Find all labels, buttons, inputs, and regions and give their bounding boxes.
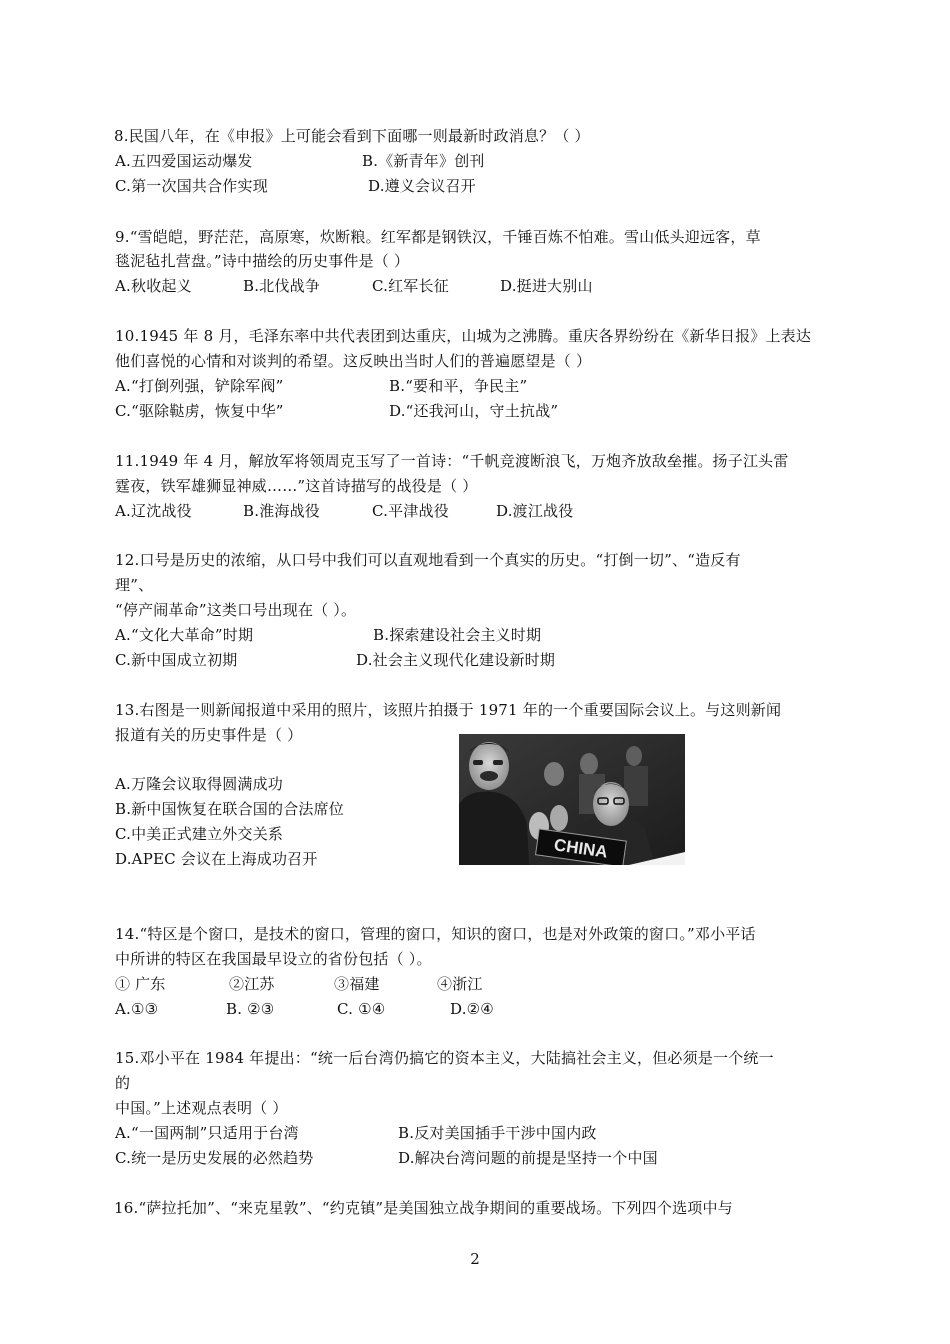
q15-option-c: C.统一是历史发展的必然趋势	[115, 1149, 314, 1167]
q9-option-b: B.北伐战争	[243, 277, 320, 295]
q14-option-d: D.②④	[450, 1000, 494, 1018]
q10-option-a: A.“打倒列强，铲除军阀”	[115, 377, 284, 395]
q12-option-b: B.探索建设社会主义时期	[373, 626, 542, 644]
q8-stem: 8.民国八年，在《申报》上可能会看到下面哪一则最新时政消息？（ ）	[114, 127, 590, 145]
q12-stem-line2: 理”、	[115, 576, 154, 594]
q14-choice-1: ① 广东	[115, 975, 166, 993]
q10-option-b: B.“要和平，争民主”	[389, 377, 528, 395]
q11-option-c: C.平津战役	[372, 502, 449, 520]
q12-option-c: C.新中国成立初期	[115, 651, 238, 669]
q13-option-b: B.新中国恢复在联合国的合法席位	[115, 800, 344, 818]
q9-option-a: A.秋收起义	[115, 277, 192, 295]
q9-option-c: C.红军长征	[372, 277, 449, 295]
q15-option-d: D.解决台湾问题的前提是坚持一个中国	[398, 1149, 658, 1167]
q14-stem-line2: 中所讲的特区在我国最早设立的省份包括（ ）。	[115, 950, 432, 968]
q8-option-d: D.遵义会议召开	[368, 177, 476, 195]
q14-option-c: C. ①④	[337, 1000, 386, 1018]
q10-option-d: D.“还我河山，守土抗战”	[389, 402, 559, 420]
q14-choice-2: ②江苏	[229, 975, 275, 993]
q9-option-d: D.挺进大别山	[500, 277, 593, 295]
q10-stem-line1: 10.1945 年 8 月，毛泽东率中共代表团到达重庆，山城为之沸腾。重庆各界纷纷在《新华日报》上表达	[115, 327, 812, 345]
q15-option-b: B.反对美国插手干涉中国内政	[398, 1124, 597, 1142]
q13-stem-line1: 13.右图是一则新闻报道中采用的照片，该照片拍摄于 1971 年的一个重要国际会议上。与这则新闻	[115, 701, 782, 719]
q11-stem-line1: 11.1949 年 4 月，解放军将领周克玉写了一首诗：“千帆竞渡断浪飞，万炮齐放敌垒摧。扬子江头雷	[115, 452, 789, 470]
q14-option-a: A.①③	[115, 1000, 159, 1018]
q11-option-b: B.淮海战役	[243, 502, 320, 520]
un-delegation-photo	[459, 734, 685, 865]
q15-stem-line2: 的	[115, 1074, 131, 1092]
q15-stem-line1: 15.邓小平在 1984 年提出：“统一后台湾仍搞它的资本主义，大陆搞社会主义，但必须是一个统一	[115, 1049, 774, 1067]
q12-option-a: A.“文化大革命”时期	[115, 626, 254, 644]
page-number: 2	[470, 1250, 480, 1268]
china-sign-text: CHINA	[552, 835, 609, 862]
q14-stem-line1: 14.“特区是个窗口，是技术的窗口，管理的窗口，知识的窗口，也是对外政策的窗口。”邓小平话	[115, 925, 756, 943]
q14-option-b: B. ②③	[226, 1000, 275, 1018]
q14-choice-3: ③福建	[334, 975, 380, 993]
q9-stem-line2: 毯泥毡扎营盘。”诗中描绘的历史事件是（ ）	[115, 252, 410, 270]
q13-option-c: C.中美正式建立外交关系	[115, 825, 284, 843]
q9-stem-line1: 9.“雪皑皑，野茫茫，高原寒，炊断粮。红军都是钢铁汉，千锤百炼不怕难。雪山低头迎远客，草	[115, 228, 761, 246]
q8-option-b: B.《新青年》创刊	[362, 152, 485, 170]
q12-stem-line3: “停产闹革命”这类口号出现在（ ）。	[115, 601, 357, 619]
q12-stem-line1: 12.口号是历史的浓缩，从口号中我们可以直观地看到一个真实的历史。“打倒一切”、“造反有	[115, 551, 741, 569]
q15-stem-line3: 中国。”上述观点表明（ ）	[115, 1099, 288, 1117]
q14-choice-4: ④浙江	[437, 975, 483, 993]
q11-option-a: A.辽沈战役	[115, 502, 192, 520]
q10-option-c: C.“驱除鞑虏，恢复中华”	[115, 402, 284, 420]
q11-stem-line2: 霆夜，铁军雄狮显神威……”这首诗描写的战役是（ ）	[115, 477, 478, 495]
q15-option-a: A.“一国两制”只适用于台湾	[115, 1124, 299, 1142]
q8-option-a: A.五四爱国运动爆发	[115, 152, 253, 170]
q13-option-d: D.APEC 会议在上海成功召开	[115, 850, 318, 868]
q8-option-c: C.第一次国共合作实现	[115, 177, 268, 195]
q12-option-d: D.社会主义现代化建设新时期	[356, 651, 556, 669]
q10-stem-line2: 他们喜悦的心情和对谈判的希望。这反映出当时人们的普遍愿望是（ ）	[115, 352, 592, 370]
q16-stem-line1: 16.“萨拉托加”、“来克星敦”、“约克镇”是美国独立战争期间的重要战场。下列四个选项中与	[114, 1199, 733, 1217]
q11-option-d: D.渡江战役	[496, 502, 574, 520]
q13-option-a: A.万隆会议取得圆满成功	[115, 775, 284, 793]
q13-stem-line2: 报道有关的历史事件是（ ）	[115, 726, 303, 744]
